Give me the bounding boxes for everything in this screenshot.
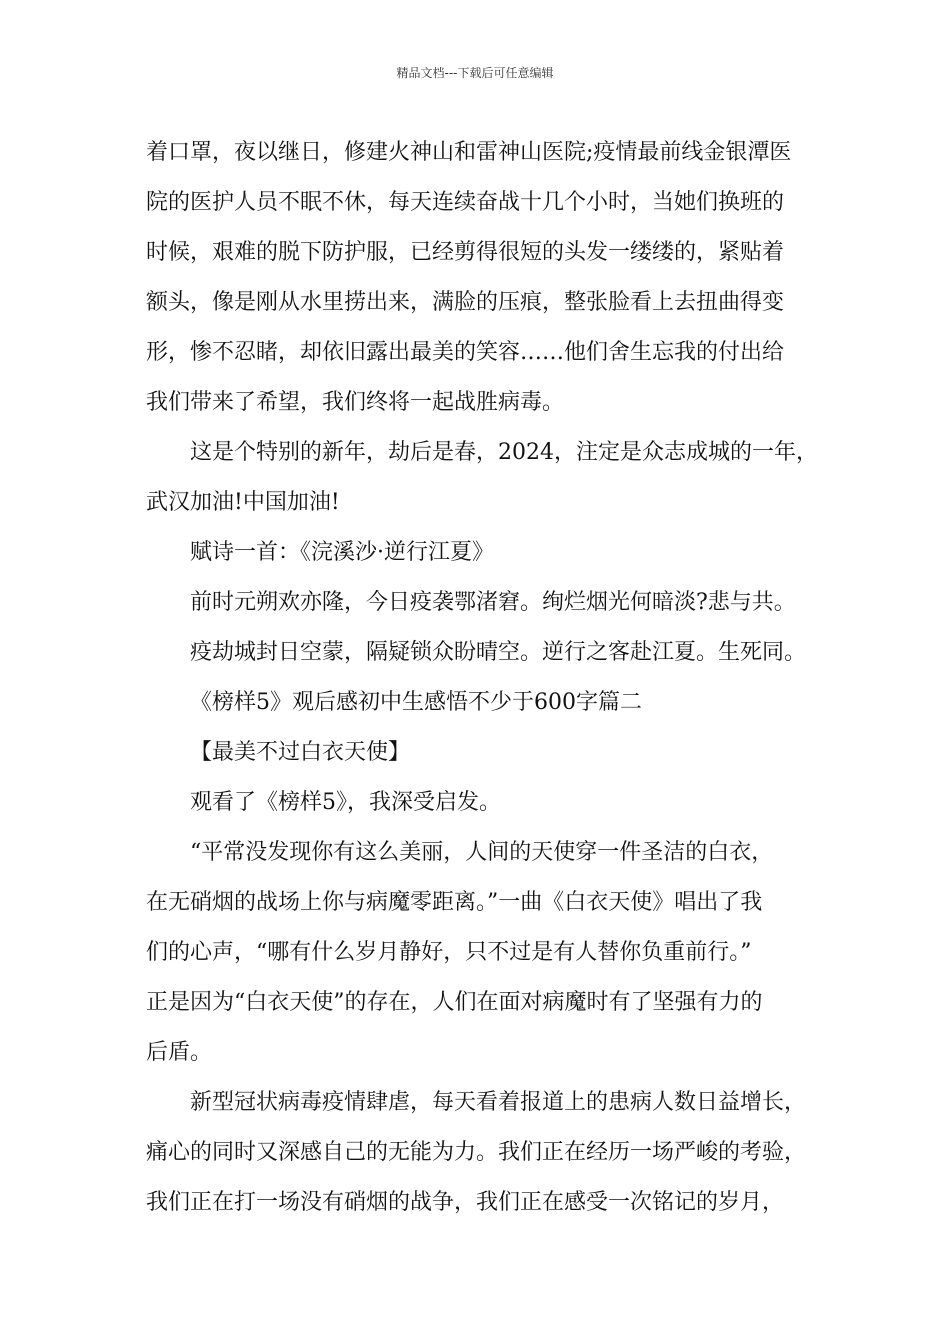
text-line: 着口罩，夜以继日，修建火神山和雷神山医院;疫情最前线金银潭医 [146,140,792,165]
text-line: 新型冠状病毒疫情肆虐，每天看着报道上的患病人数日益增长， [190,1090,807,1115]
text-line: 在无硝烟的战场上你与病魔零距离。”一曲《白衣天使》唱出了我 [146,890,763,915]
paragraph [146,628,826,678]
text-line: 后盾。 [146,1040,213,1065]
paragraph [146,578,826,628]
paragraph [146,778,826,828]
text-line: 时候，艰难的脱下防护服，已经剪得很短的头发一缕缕的，紧贴着 [146,240,785,265]
paragraph [146,678,826,728]
text-line: 这是个特别的新年，劫后是春，2024，注定是众志成城的一年， [190,440,818,465]
paragraph [146,428,826,528]
text-line: 痛心的同时又深感自己的无能为力。我们正在经历一场严峻的考验， [146,1140,807,1165]
text-line: 赋诗一首：《浣溪沙·逆行江夏》 [190,540,494,565]
text-line: 我们带来了希望，我们终将一起战胜病毒。 [146,390,565,415]
text-line: 我们正在打一场没有硝烟的战争，我们正在感受一次铭记的岁月， [146,1190,785,1215]
text-line: 形，惨不忍睹，却依旧露出最美的笑容……他们舍生忘我的付出给 [146,340,785,365]
text-line: 正是因为“白衣天使”的存在，人们在面对病魔时有了坚强有力的 [146,990,763,1015]
paragraph [146,528,826,578]
text-line: 疫劫城封日空蒙，隔疑锁众盼晴空。逆行之客赴江夏。生死同。 [190,640,807,665]
document-body [146,128,826,1228]
text-line: 院的医护人员不眠不休，每天连续奋战十几个小时，当她们换班的 [146,190,785,215]
paragraph [146,128,826,428]
text-line: 们的心声，“哪有什么岁月静好，只不过是有人替你负重前行。” [146,940,752,965]
text-line: 额头，像是刚从水里捞出来，满脸的压痕，整张脸看上去扭曲得变 [146,290,785,315]
paragraph [146,828,826,1078]
text-line: “平常没发现你有这么美丽，人间的天使穿一件圣洁的白衣， [190,840,774,865]
text-line: 武汉加油!中国加油! [146,490,340,515]
text-line: 前时元朔欢亦隆，今日疫袭鄂渚窘。绚烂烟光何暗淡?悲与共。 [190,590,796,615]
page-header: 精品文档---下载后可任意编辑 [396,66,554,80]
paragraph [146,1078,826,1228]
paragraph [146,728,826,778]
text-line: 【最美不过白衣天使】 [190,740,411,765]
text-line: 观看了《榜样5》，我深受启发。 [190,790,501,815]
text-line: 《榜样5》观后感初中生感悟不少于600字篇二 [190,690,642,715]
